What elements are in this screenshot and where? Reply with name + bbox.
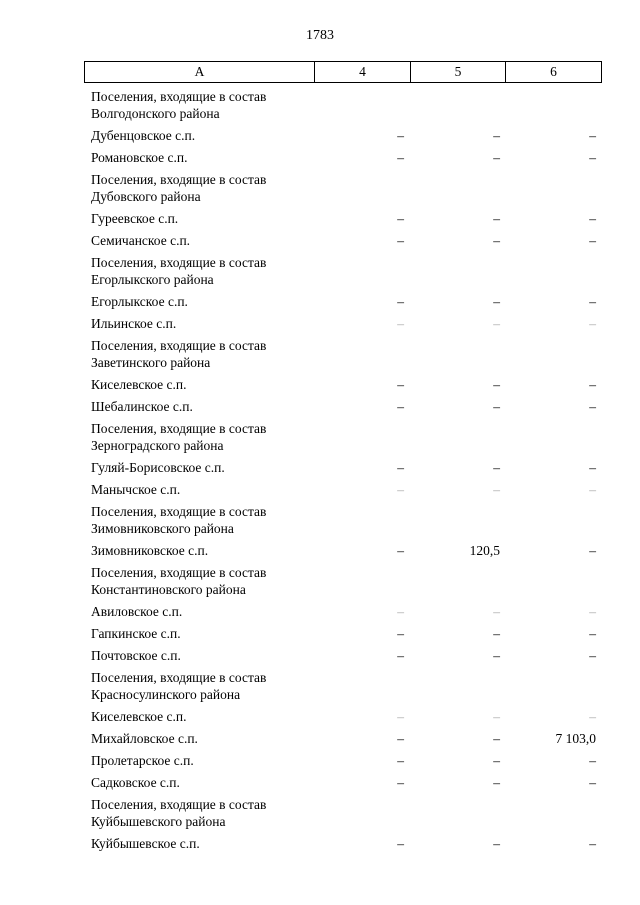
table-row xyxy=(0,834,640,856)
settlement-name: Пролетарское с.п. xyxy=(91,753,194,768)
table-row xyxy=(0,729,640,751)
group-label: Поселения, входящие в состав Красносулинского района xyxy=(91,670,267,702)
cell-col-4: – xyxy=(397,460,404,475)
group-header-row xyxy=(0,795,640,834)
settlement-name: Егорлыкское с.п. xyxy=(91,294,188,309)
cell-col-6: – xyxy=(589,543,596,558)
cell-col-5: 120,5 xyxy=(469,543,500,558)
settlement-name: Почтовское с.п. xyxy=(91,648,181,663)
cell-col-5: – xyxy=(493,753,500,768)
column-header-4: 4 xyxy=(314,62,410,82)
cell-col-4: – xyxy=(397,731,404,746)
table-row xyxy=(0,148,640,170)
cell-col-6: – xyxy=(589,150,596,165)
table-row xyxy=(0,126,640,148)
cell-col-5: – xyxy=(493,482,500,497)
cell-col-4: – xyxy=(397,836,404,851)
settlement-name: Киселевское с.п. xyxy=(91,377,187,392)
settlement-name: Авиловское с.п. xyxy=(91,604,183,619)
cell-col-4: – xyxy=(397,128,404,143)
cell-col-4: – xyxy=(397,626,404,641)
cell-col-5: – xyxy=(493,294,500,309)
cell-col-5: – xyxy=(493,211,500,226)
cell-col-5: – xyxy=(493,316,500,331)
column-header-5: 5 xyxy=(410,62,505,82)
cell-col-4: – xyxy=(397,233,404,248)
group-label: Поселения, входящие в состав Волгодонского района xyxy=(91,89,267,121)
cell-col-5: – xyxy=(493,604,500,619)
group-header-row xyxy=(0,563,640,602)
cell-col-6: 7 103,0 xyxy=(555,731,596,746)
group-header-row xyxy=(0,502,640,541)
cell-col-5: – xyxy=(493,399,500,414)
cell-col-4: – xyxy=(397,709,404,724)
group-header-row xyxy=(0,668,640,707)
cell-col-4: – xyxy=(397,482,404,497)
cell-col-6: – xyxy=(589,316,596,331)
settlement-name: Шебалинское с.п. xyxy=(91,399,193,414)
group-header-row xyxy=(0,253,640,292)
group-header-row xyxy=(0,336,640,375)
cell-col-5: – xyxy=(493,377,500,392)
cell-col-5: – xyxy=(493,648,500,663)
group-label: Поселения, входящие в состав Заветинского района xyxy=(91,338,267,370)
page-number: 1783 xyxy=(306,28,334,43)
settlement-name: Куйбышевское с.п. xyxy=(91,836,200,851)
table-body xyxy=(0,87,640,856)
group-header-row xyxy=(0,170,640,209)
cell-col-5: – xyxy=(493,460,500,475)
group-label: Поселения, входящие в состав Зимовниковского района xyxy=(91,504,267,536)
settlement-name: Романовское с.п. xyxy=(91,150,188,165)
cell-col-4: – xyxy=(397,211,404,226)
table-row xyxy=(0,602,640,624)
cell-col-5: – xyxy=(493,836,500,851)
table-row xyxy=(0,707,640,729)
column-header-a: А xyxy=(194,64,205,79)
cell-col-6: – xyxy=(589,775,596,790)
settlement-name: Семичанское с.п. xyxy=(91,233,191,248)
group-label: Поселения, входящие в состав Константиновского района xyxy=(91,565,267,597)
settlement-name: Гапкинское с.п. xyxy=(91,626,181,641)
cell-col-6: – xyxy=(589,626,596,641)
cell-col-6: – xyxy=(589,709,596,724)
cell-col-5: – xyxy=(493,709,500,724)
cell-col-6: – xyxy=(589,399,596,414)
cell-col-6: – xyxy=(589,753,596,768)
cell-col-6: – xyxy=(589,460,596,475)
settlement-name: Гуляй-Борисовское с.п. xyxy=(91,460,225,475)
cell-col-5: – xyxy=(493,150,500,165)
table-row xyxy=(0,541,640,563)
settlement-name: Ильинское с.п. xyxy=(91,316,177,331)
group-label: Поселения, входящие в состав Егорлыкского района xyxy=(91,255,267,287)
cell-col-4: – xyxy=(397,399,404,414)
column-header-6: 6 xyxy=(505,62,601,82)
settlement-name: Киселевское с.п. xyxy=(91,709,187,724)
cell-col-4: – xyxy=(397,377,404,392)
settlement-name: Гуреевское с.п. xyxy=(91,211,179,226)
settlement-name: Михайловское с.п. xyxy=(91,731,198,746)
settlement-name: Манычское с.п. xyxy=(91,482,181,497)
cell-col-5: – xyxy=(493,775,500,790)
table-row xyxy=(0,773,640,795)
settlement-name: Дубенцовское с.п. xyxy=(91,128,196,143)
table-row xyxy=(0,231,640,253)
cell-col-6: – xyxy=(589,128,596,143)
group-label: Поселения, входящие в состав Куйбышевского района xyxy=(91,797,267,829)
cell-col-6: – xyxy=(589,211,596,226)
table-header xyxy=(84,61,602,83)
table-row xyxy=(0,375,640,397)
group-header-row xyxy=(0,87,640,126)
group-header-row xyxy=(0,419,640,458)
settlement-name: Садковское с.п. xyxy=(91,775,180,790)
cell-col-6: – xyxy=(589,233,596,248)
cell-col-6: – xyxy=(589,648,596,663)
cell-col-4: – xyxy=(397,604,404,619)
table-row xyxy=(0,209,640,231)
group-label: Поселения, входящие в состав Зерноградского района xyxy=(91,421,267,453)
cell-col-4: – xyxy=(397,753,404,768)
cell-col-4: – xyxy=(397,543,404,558)
cell-col-4: – xyxy=(397,775,404,790)
cell-col-6: – xyxy=(589,482,596,497)
cell-col-4: – xyxy=(397,294,404,309)
settlement-name: Зимовниковское с.п. xyxy=(91,543,209,558)
cell-col-4: – xyxy=(397,648,404,663)
cell-col-4: – xyxy=(397,150,404,165)
cell-col-5: – xyxy=(493,128,500,143)
table-row xyxy=(0,292,640,314)
group-label: Поселения, входящие в состав Дубовского района xyxy=(91,172,267,204)
table-row xyxy=(0,397,640,419)
cell-col-6: – xyxy=(589,836,596,851)
table-row xyxy=(0,480,640,502)
table-row xyxy=(0,314,640,336)
table-row xyxy=(0,624,640,646)
cell-col-5: – xyxy=(493,731,500,746)
cell-col-4: – xyxy=(397,316,404,331)
cell-col-5: – xyxy=(493,626,500,641)
cell-col-6: – xyxy=(589,294,596,309)
table-row xyxy=(0,458,640,480)
cell-col-6: – xyxy=(589,604,596,619)
table-row xyxy=(0,751,640,773)
cell-col-5: – xyxy=(493,233,500,248)
table-row xyxy=(0,646,640,668)
cell-col-6: – xyxy=(589,377,596,392)
